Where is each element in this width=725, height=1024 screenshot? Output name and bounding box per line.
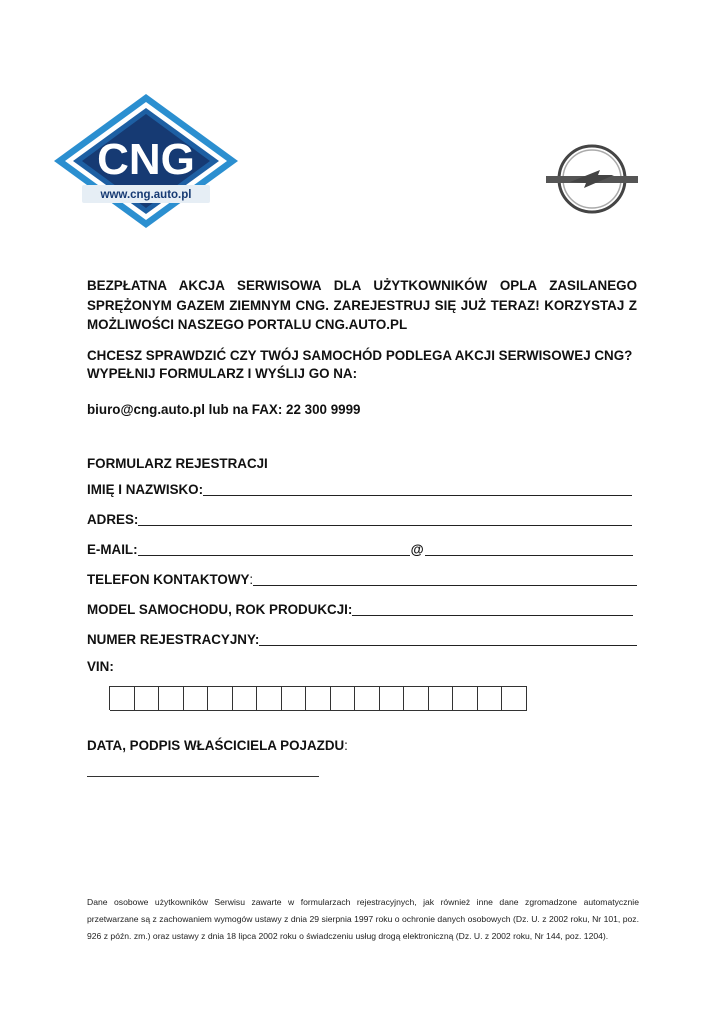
vin-box[interactable]	[233, 686, 258, 711]
email-user-line[interactable]	[138, 554, 410, 556]
signature-label-wrap	[87, 737, 348, 755]
phone-field[interactable]	[87, 568, 637, 588]
phone-line[interactable]	[253, 584, 637, 586]
model-label: MODEL SAMOCHODU, ROK PRODUKCJI:	[87, 602, 353, 617]
email-field[interactable]	[87, 538, 633, 558]
vin-box[interactable]	[453, 686, 478, 711]
opel-logo	[544, 140, 640, 218]
vin-box[interactable]	[159, 686, 184, 711]
address-line[interactable]	[138, 524, 632, 526]
vin-box[interactable]	[502, 686, 527, 711]
vin-box[interactable]	[184, 686, 209, 711]
question-line-1: CHCESZ SPRAWDZIĆ CZY TWÓJ SAMOCHÓD PODLEGA AKCJI SERWISOWEJ CNG?	[87, 348, 633, 363]
question-text	[87, 347, 637, 383]
vin-boxes	[109, 686, 527, 710]
phone-colon: :	[249, 572, 254, 587]
vin-box[interactable]	[331, 686, 356, 711]
name-field[interactable]	[87, 478, 632, 498]
contact-line: biuro@cng.auto.pl lub na FAX: 22 300 9999	[87, 402, 361, 417]
vin-box[interactable]	[355, 686, 380, 711]
address-field[interactable]	[87, 508, 632, 528]
signature-label: DATA, PODPIS WŁAŚCICIELA POJAZDU	[87, 738, 345, 753]
cng-logo	[52, 92, 240, 230]
plate-line[interactable]	[259, 644, 637, 646]
model-line[interactable]	[352, 614, 633, 616]
plate-field[interactable]	[87, 628, 637, 648]
form-title: FORMULARZ REJESTRACJI	[87, 456, 268, 471]
vin-box[interactable]	[257, 686, 282, 711]
plate-label: NUMER REJESTRACYJNY:	[87, 632, 260, 647]
name-line[interactable]	[203, 494, 632, 496]
vin-box[interactable]	[404, 686, 429, 711]
vin-box[interactable]	[306, 686, 331, 711]
vin-box[interactable]	[282, 686, 307, 711]
phone-label: TELEFON KONTAKTOWY	[87, 572, 250, 587]
vin-label: VIN:	[87, 659, 114, 674]
name-label: IMIĘ I NAZWISKO:	[87, 482, 204, 497]
cng-logo-text: CNG	[97, 135, 195, 184]
model-field[interactable]	[87, 598, 633, 618]
vin-box[interactable]	[429, 686, 454, 711]
cng-logo-url: www.cng.auto.pl	[100, 189, 192, 201]
email-domain-line[interactable]	[425, 554, 633, 556]
intro-text: BEZPŁATNA AKCJA SERWISOWA DLA UŻYTKOWNIKÓW OPLA ZASILANEGO SPRĘŻONYM GAZEM ZIEMNYM CNG. ZAREJESTRUJ SIĘ JUŻ TERAZ! KORZYSTAJ Z MOŻLIWOŚCI NASZEGO PORTALU CNG.AUTO.PL	[87, 278, 637, 332]
question-line-2: WYPEŁNIJ FORMULARZ I WYŚLIJ GO NA:	[87, 366, 358, 381]
signature-colon: :	[344, 738, 348, 753]
vin-box[interactable]	[478, 686, 503, 711]
vin-box[interactable]	[208, 686, 233, 711]
privacy-footnote: Dane osobowe użytkowników Serwisu zawarte w formularzach rejestracyjnych, jak również inne dane zgromadzone automatycznie przetwarzane są z zachowaniem wymogów ustawy z dnia 29 sierpnia 1997 roku o ochronie danych osobowych (Dz. U. z 2002 roku, Nr 101, poz. 926 z późn. zm.) oraz ustawy z dnia 18 lipca 2002 roku o świadczeniu usług drogą elektroniczną (Dz. U. z 2002 roku, Nr 144, poz. 1204).	[87, 897, 639, 941]
address-label: ADRES:	[87, 512, 139, 527]
signature-line[interactable]	[87, 776, 319, 777]
email-at-sign: @	[410, 542, 424, 557]
vin-box[interactable]	[380, 686, 405, 711]
vin-box[interactable]	[110, 686, 135, 711]
email-label: E-MAIL:	[87, 542, 138, 557]
vin-box[interactable]	[135, 686, 160, 711]
